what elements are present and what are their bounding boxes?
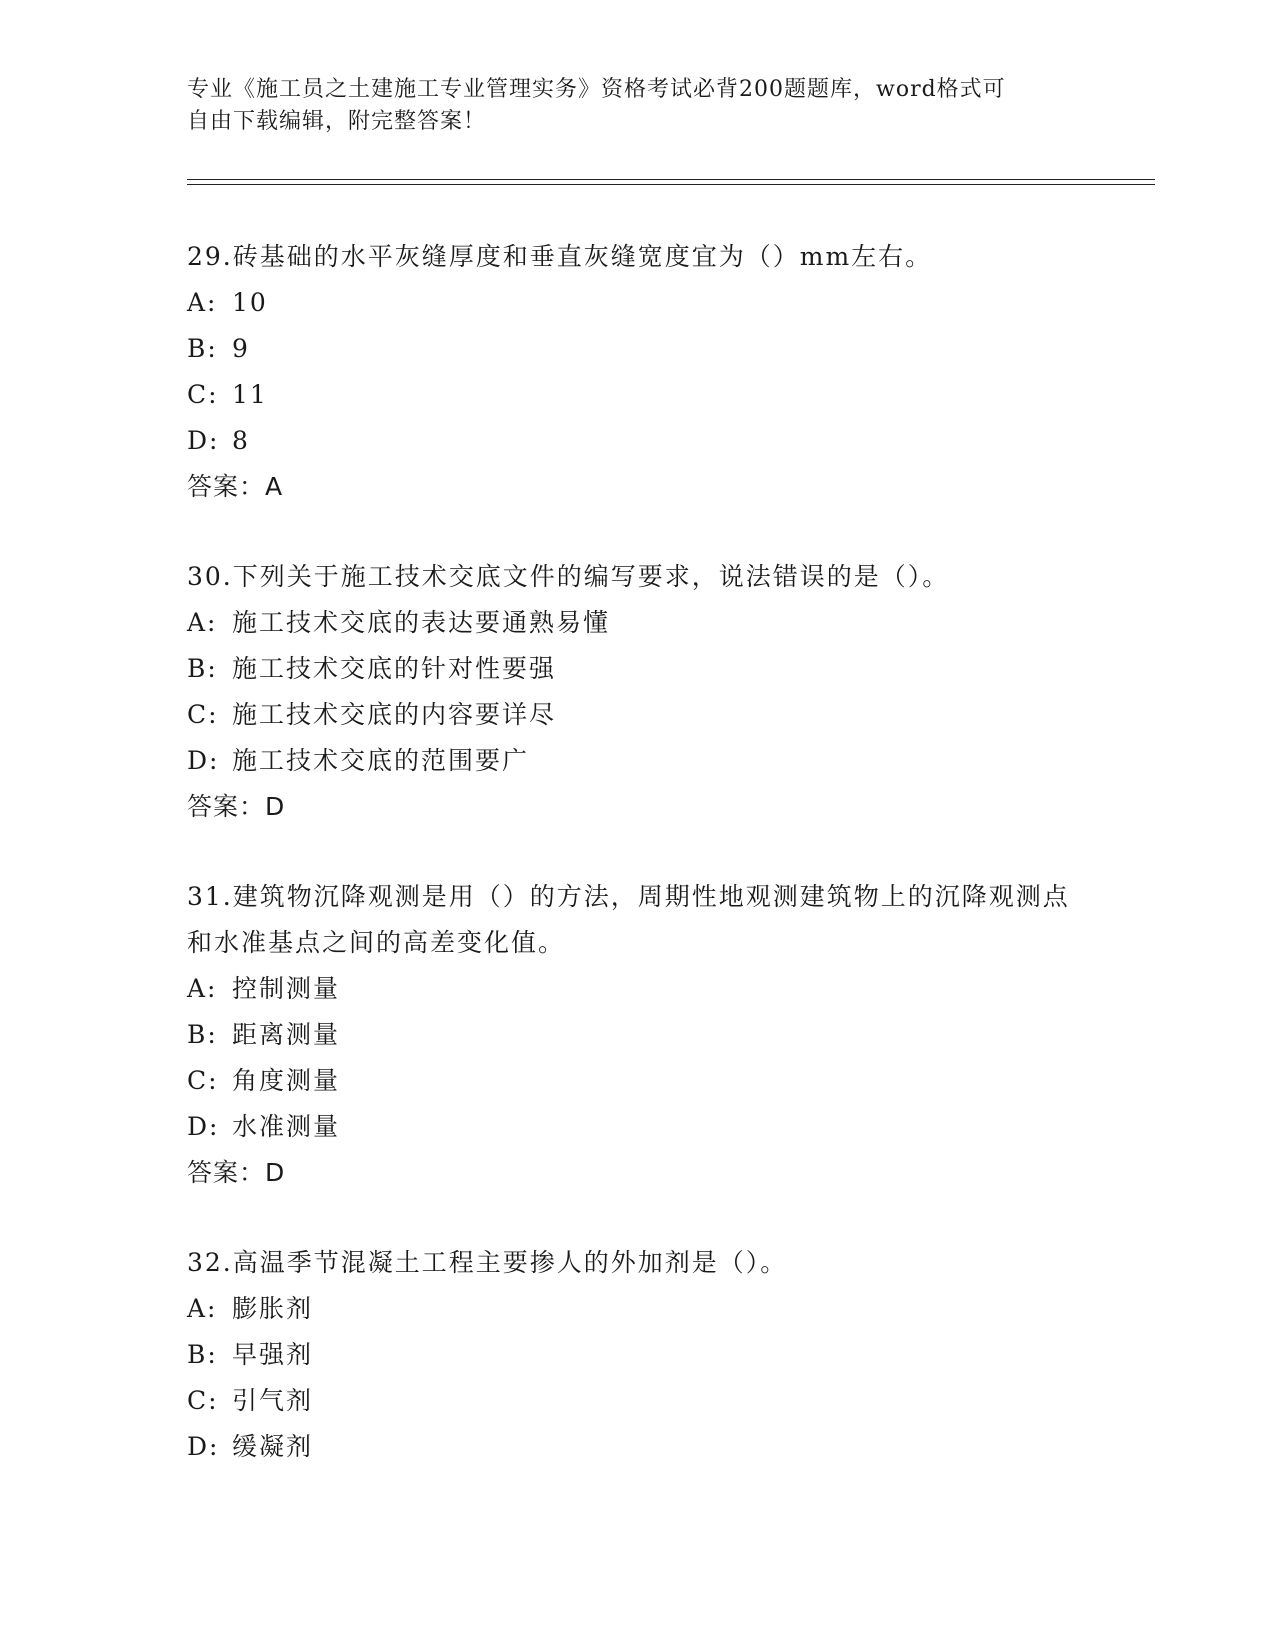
question-stem: 30.下列关于施工技术交底文件的编写要求，说法错误的是（）。 xyxy=(187,562,950,591)
option-letter: C: xyxy=(187,380,219,409)
option-letter: D: xyxy=(187,426,220,455)
option-a xyxy=(187,600,1087,646)
option-letter: A: xyxy=(187,288,218,317)
option-text: 水准测量 xyxy=(232,1112,341,1141)
option-d xyxy=(187,418,1087,464)
option-letter: C: xyxy=(187,700,219,729)
header-divider-top xyxy=(187,179,1155,180)
option-text: 施工技术交底的范围要广 xyxy=(232,746,530,775)
option-d xyxy=(187,738,1087,784)
option-letter: A: xyxy=(187,1294,218,1323)
question-stem: 32.高温季节混凝土工程主要掺人的外加剂是（）。 xyxy=(187,1248,788,1277)
option-letter: A: xyxy=(187,974,218,1003)
option-text: 缓凝剂 xyxy=(232,1432,314,1461)
option-a xyxy=(187,1286,1087,1332)
question-32 xyxy=(187,1240,1087,1470)
option-letter: B: xyxy=(187,334,218,363)
answer-line: 答案：A xyxy=(187,472,284,501)
option-d xyxy=(187,1424,1087,1470)
header-divider-bottom xyxy=(187,184,1155,185)
option-b xyxy=(187,326,1087,372)
option-c xyxy=(187,692,1087,738)
answer-line: 答案：D xyxy=(187,1158,286,1187)
option-text: 施工技术交底的表达要通熟易懂 xyxy=(232,608,611,637)
option-d xyxy=(187,1104,1087,1150)
option-letter: D: xyxy=(187,1112,220,1141)
option-text: 施工技术交底的内容要详尽 xyxy=(232,700,557,729)
option-text: 控制测量 xyxy=(232,974,341,1003)
option-text: 9 xyxy=(232,334,250,363)
option-c xyxy=(187,1058,1087,1104)
question-29 xyxy=(187,234,1087,510)
option-c xyxy=(187,1378,1087,1424)
option-letter: D: xyxy=(187,1432,220,1461)
option-text: 角度测量 xyxy=(232,1066,341,1095)
option-text: 10 xyxy=(232,288,268,317)
option-letter: C: xyxy=(187,1386,219,1415)
answer-line: 答案：D xyxy=(187,792,286,821)
option-text: 施工技术交底的针对性要强 xyxy=(232,654,557,683)
option-b xyxy=(187,1012,1087,1058)
option-letter: D: xyxy=(187,746,220,775)
option-a xyxy=(187,966,1087,1012)
option-letter: C: xyxy=(187,1066,219,1095)
option-text: 8 xyxy=(232,426,250,455)
option-text: 11 xyxy=(232,380,268,409)
option-a xyxy=(187,280,1087,326)
question-31 xyxy=(187,874,1087,1196)
question-stem: 29.砖基础的水平灰缝厚度和垂直灰缝宽度宜为（）mm左右。 xyxy=(187,242,933,271)
question-30 xyxy=(187,554,1087,830)
option-letter: A: xyxy=(187,608,218,637)
option-c xyxy=(187,372,1087,418)
document-header xyxy=(187,74,1067,138)
question-stem: 31.建筑物沉降观测是用（）的方法，周期性地观测建筑物上的沉降观测点和水准基点之间的高差变化值。 xyxy=(187,882,1070,957)
option-text: 早强剂 xyxy=(232,1340,314,1369)
header-line-2: 自由下载编辑，附完整答案！ xyxy=(187,109,487,134)
option-b xyxy=(187,646,1087,692)
option-text: 膨胀剂 xyxy=(232,1294,314,1323)
option-text: 距离测量 xyxy=(232,1020,341,1049)
option-letter: B: xyxy=(187,1020,218,1049)
option-b xyxy=(187,1332,1087,1378)
option-text: 引气剂 xyxy=(232,1386,314,1415)
header-line-1: 专业《施工员之土建施工专业管理实务》资格考试必背200题题库，word格式可 xyxy=(187,77,1006,102)
option-letter: B: xyxy=(187,1340,218,1369)
option-letter: B: xyxy=(187,654,218,683)
